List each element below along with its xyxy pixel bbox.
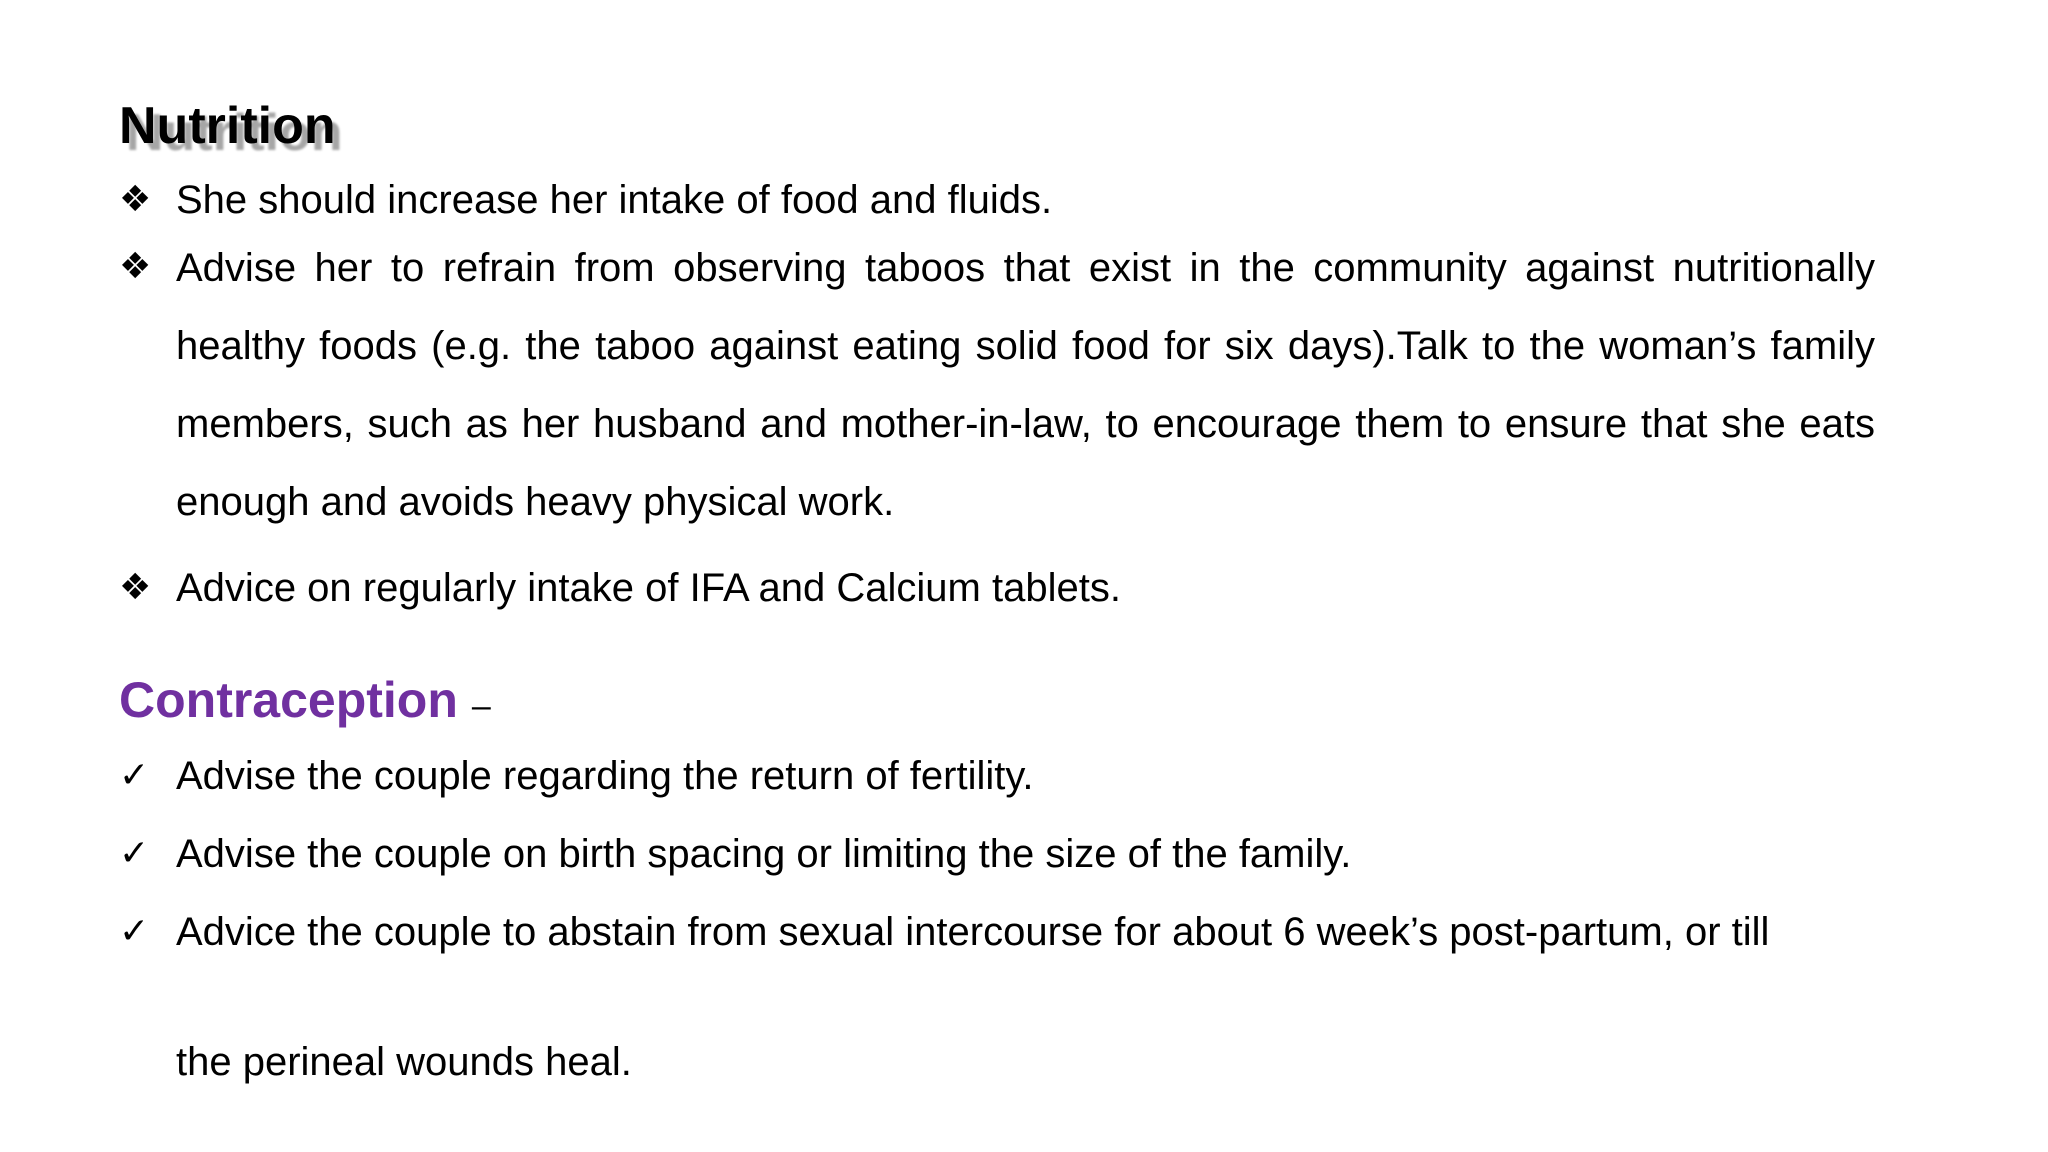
contraception-heading bbox=[119, 670, 491, 736]
checkmark-icon: ✓ bbox=[119, 911, 150, 952]
contraception-item bbox=[119, 828, 1875, 880]
nutrition-item-text: She should increase her intake of food and fluids. bbox=[176, 178, 1053, 222]
checkmark-icon: ✓ bbox=[119, 755, 150, 796]
contraception-item-text: Advice the couple to abstain from sexual intercourse for about 6 week’s post-partum, or till bbox=[176, 910, 1770, 954]
contraception-item-text: Advise the couple on birth spacing or limiting the size of the family. bbox=[176, 832, 1352, 876]
nutrition-item bbox=[119, 174, 1875, 226]
contraception-item bbox=[119, 750, 1875, 802]
nutrition-item bbox=[119, 562, 1875, 614]
diamond-bullet-icon: ❖ bbox=[119, 179, 152, 220]
checkmark-icon: ✓ bbox=[119, 833, 150, 874]
nutrition-item-text: Advise her to refrain from observing taboos that exist in the community against nutritionally healthy foods (e.g. the taboo against eating solid food for six days).Talk to the woman’s family members, such as her husband and mother-in-law, to encourage them to ensure that she eats enough and avoids heavy physical work. bbox=[176, 246, 1875, 524]
contraception-item-text: Advise the couple regarding the return of fertility. bbox=[176, 754, 1034, 798]
diamond-bullet-icon: ❖ bbox=[119, 567, 152, 608]
diamond-bullet-icon: ❖ bbox=[119, 246, 152, 287]
nutrition-heading: Nutrition bbox=[119, 97, 336, 155]
contraception-item bbox=[119, 906, 1875, 1010]
contraception-heading-title: Contraception bbox=[119, 672, 458, 728]
contraception-heading-dash: – bbox=[471, 687, 491, 725]
nutrition-item-text: Advice on regularly intake of IFA and Calcium tablets. bbox=[176, 566, 1121, 610]
contraception-item-text: the perineal wounds heal. bbox=[176, 1040, 632, 1084]
contraception-item-continuation bbox=[119, 1036, 1875, 1088]
nutrition-item bbox=[119, 241, 1875, 553]
